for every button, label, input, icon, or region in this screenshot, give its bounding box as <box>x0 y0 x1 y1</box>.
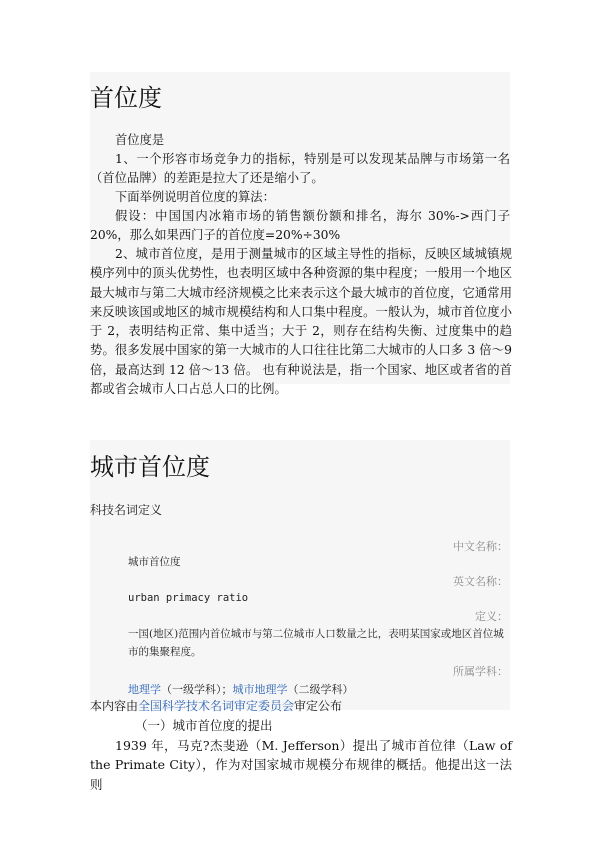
paragraph-3: 假设：中国国内冰箱市场的销售额份额和排名，海尔 30%->西门子 20%，那么如果西门子的首位度=20%÷30% <box>90 209 510 243</box>
link-urban-geography[interactable]: 城市地理学 <box>232 683 288 696</box>
link-committee[interactable]: 全国科学技术名词审定委员会 <box>138 699 295 713</box>
body-paragraph: 1939 年，马克?杰斐逊（M. Jefferson）提出了城市首位律（Law of the Primate City），作为对国家城市规模分布规律的概括。他提出这一法则 <box>90 738 512 792</box>
intro-line: 首位度是 <box>115 133 165 147</box>
discipline-level-1: （一级学科）； <box>161 683 233 696</box>
label-english-name: 英文名称： <box>453 575 508 588</box>
label-chinese-name: 中文名称： <box>453 540 508 553</box>
approval-suffix: 审定公布 <box>294 699 343 713</box>
paragraph-2: 下面举例说明首位度的算法： <box>115 190 275 204</box>
approval-prefix: 本内容由 <box>90 699 139 713</box>
value-definition: 一国(地区)范围内首位城市与第二位城市人口数量之比，表明某国家或地区首位城市的集聚程度。 <box>128 628 504 658</box>
discipline-level-2: （二级学科） <box>287 683 354 696</box>
page-title: 首位度 <box>90 84 162 112</box>
label-definition: 定义： <box>475 610 508 623</box>
value-english-name: urban primacy ratio <box>128 592 249 604</box>
link-geography[interactable]: 地理学 <box>128 683 161 696</box>
paragraph-1: 1、一个形容市场竞争力的指标，特别是可以发现某品牌与市场第一名（首位品牌）的差距是拉大了还是缩小了。 <box>90 152 510 186</box>
subsection-heading: （一）城市首位度的提出 <box>135 718 273 733</box>
value-chinese-name: 城市首位度 <box>128 556 181 568</box>
paragraph-4: 2、城市首位度，是用于测量城市的区域主导性的指标，反映区域城镇规模序列中的顶头优势性，也表明区域中各种资源的集中程度；一般用一个地区最大城市与第二大城市经济规模之比来表示这个最大城市的首位度，它通常用来反映该国或地区的城市规模结构和人口集中程度。一般认为，城市首位度小于 2，表明结构正常、集中适当；大于 2，则存在结构失衡、过度集中的趋势。很多发展中国家的第一大城市的人口往往比第二大城市的人口多 3 倍～9 倍，最高达到 12 倍～13 倍。 也有种说法是，指一个国家、地区或者省的首都或省会城市人口占总人口的比例。 <box>90 247 512 397</box>
approval-note <box>90 697 342 714</box>
subtitle: 科技名词定义 <box>90 503 163 517</box>
label-discipline: 所属学科： <box>453 665 508 678</box>
section-title: 城市首位度 <box>90 453 210 481</box>
